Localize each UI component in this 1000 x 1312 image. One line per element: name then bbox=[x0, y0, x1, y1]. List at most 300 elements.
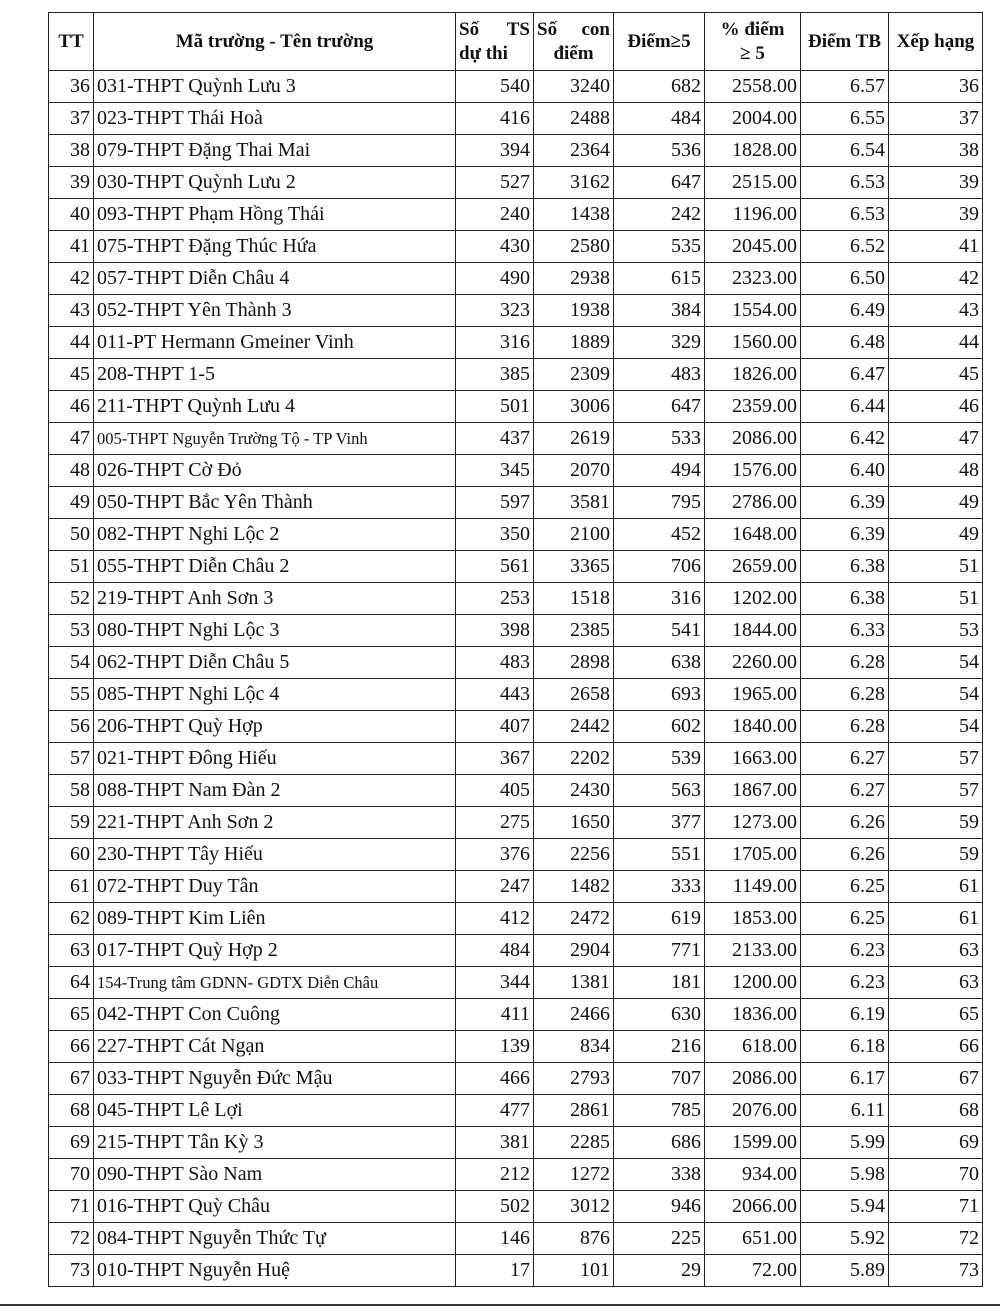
cell-avg: 6.48 bbox=[801, 327, 889, 359]
cell-rank: 47 bbox=[889, 423, 983, 455]
cell-tt: 54 bbox=[49, 647, 94, 679]
cell-above5: 602 bbox=[614, 711, 705, 743]
cell-candidates: 597 bbox=[456, 487, 534, 519]
table-row bbox=[49, 839, 983, 871]
cell-pct: 1560.00 bbox=[705, 327, 801, 359]
cell-candidates: 344 bbox=[456, 967, 534, 999]
cell-above5: 333 bbox=[614, 871, 705, 903]
cell-candidates: 398 bbox=[456, 615, 534, 647]
table-row bbox=[49, 1063, 983, 1095]
cell-above5: 536 bbox=[614, 135, 705, 167]
table-row bbox=[49, 103, 983, 135]
cell-scores: 2580 bbox=[534, 231, 614, 263]
cell-pct: 2323.00 bbox=[705, 263, 801, 295]
col-header-candidates-line1: Số TS bbox=[459, 18, 530, 40]
cell-avg: 6.40 bbox=[801, 455, 889, 487]
cell-pct: 1705.00 bbox=[705, 839, 801, 871]
table-row bbox=[49, 1095, 983, 1127]
cell-pct: 2558.00 bbox=[705, 71, 801, 103]
table-row bbox=[49, 711, 983, 743]
cell-school: 085-THPT Nghi Lộc 4 bbox=[94, 679, 456, 711]
col-header-scores bbox=[534, 13, 614, 71]
col-header-candidates-line2: dự thi bbox=[459, 42, 508, 64]
cell-above5: 539 bbox=[614, 743, 705, 775]
table-row bbox=[49, 615, 983, 647]
cell-tt: 38 bbox=[49, 135, 94, 167]
cell-pct: 1196.00 bbox=[705, 199, 801, 231]
cell-candidates: 561 bbox=[456, 551, 534, 583]
cell-avg: 6.55 bbox=[801, 103, 889, 135]
cell-avg: 6.23 bbox=[801, 935, 889, 967]
cell-avg: 6.25 bbox=[801, 903, 889, 935]
cell-rank: 49 bbox=[889, 519, 983, 551]
cell-avg: 6.11 bbox=[801, 1095, 889, 1127]
cell-above5: 795 bbox=[614, 487, 705, 519]
cell-avg: 6.47 bbox=[801, 359, 889, 391]
cell-pct: 934.00 bbox=[705, 1159, 801, 1191]
cell-candidates: 412 bbox=[456, 903, 534, 935]
cell-tt: 47 bbox=[49, 423, 94, 455]
cell-pct: 1828.00 bbox=[705, 135, 801, 167]
cell-pct: 1965.00 bbox=[705, 679, 801, 711]
cell-scores: 876 bbox=[534, 1223, 614, 1255]
cell-pct: 1840.00 bbox=[705, 711, 801, 743]
cell-pct: 1149.00 bbox=[705, 871, 801, 903]
cell-scores: 2938 bbox=[534, 263, 614, 295]
cell-avg: 6.26 bbox=[801, 839, 889, 871]
cell-avg: 6.38 bbox=[801, 583, 889, 615]
cell-pct: 1836.00 bbox=[705, 999, 801, 1031]
table-row bbox=[49, 1255, 983, 1287]
table-row bbox=[49, 935, 983, 967]
cell-candidates: 411 bbox=[456, 999, 534, 1031]
cell-rank: 45 bbox=[889, 359, 983, 391]
cell-rank: 36 bbox=[889, 71, 983, 103]
cell-candidates: 407 bbox=[456, 711, 534, 743]
cell-scores: 2070 bbox=[534, 455, 614, 487]
cell-pct: 1853.00 bbox=[705, 903, 801, 935]
cell-candidates: 540 bbox=[456, 71, 534, 103]
cell-candidates: 484 bbox=[456, 935, 534, 967]
cell-avg: 5.89 bbox=[801, 1255, 889, 1287]
cell-tt: 39 bbox=[49, 167, 94, 199]
cell-rank: 63 bbox=[889, 935, 983, 967]
table-row bbox=[49, 647, 983, 679]
school-ranking-table bbox=[48, 12, 983, 1287]
cell-above5: 707 bbox=[614, 1063, 705, 1095]
cell-above5: 533 bbox=[614, 423, 705, 455]
cell-school: 084-THPT Nguyễn Thức Tự bbox=[94, 1223, 456, 1255]
cell-scores: 2385 bbox=[534, 615, 614, 647]
cell-avg: 6.28 bbox=[801, 647, 889, 679]
table-row bbox=[49, 71, 983, 103]
cell-avg: 6.26 bbox=[801, 807, 889, 839]
table-row bbox=[49, 551, 983, 583]
cell-rank: 51 bbox=[889, 551, 983, 583]
cell-tt: 60 bbox=[49, 839, 94, 871]
cell-school: 042-THPT Con Cuông bbox=[94, 999, 456, 1031]
cell-scores: 3240 bbox=[534, 71, 614, 103]
cell-tt: 45 bbox=[49, 359, 94, 391]
cell-tt: 53 bbox=[49, 615, 94, 647]
cell-tt: 73 bbox=[49, 1255, 94, 1287]
cell-above5: 630 bbox=[614, 999, 705, 1031]
cell-avg: 6.17 bbox=[801, 1063, 889, 1095]
table-row bbox=[49, 167, 983, 199]
cell-avg: 6.23 bbox=[801, 967, 889, 999]
cell-candidates: 437 bbox=[456, 423, 534, 455]
cell-candidates: 502 bbox=[456, 1191, 534, 1223]
cell-pct: 2659.00 bbox=[705, 551, 801, 583]
table-row bbox=[49, 327, 983, 359]
cell-scores: 2364 bbox=[534, 135, 614, 167]
table-row bbox=[49, 1127, 983, 1159]
cell-scores: 2619 bbox=[534, 423, 614, 455]
cell-tt: 56 bbox=[49, 711, 94, 743]
table-row bbox=[49, 199, 983, 231]
cell-rank: 72 bbox=[889, 1223, 983, 1255]
cell-avg: 6.38 bbox=[801, 551, 889, 583]
table-row bbox=[49, 519, 983, 551]
cell-avg: 6.28 bbox=[801, 711, 889, 743]
cell-rank: 66 bbox=[889, 1031, 983, 1063]
table-row bbox=[49, 775, 983, 807]
col-header-pct bbox=[705, 13, 801, 71]
cell-rank: 54 bbox=[889, 647, 983, 679]
cell-scores: 3581 bbox=[534, 487, 614, 519]
cell-rank: 39 bbox=[889, 167, 983, 199]
cell-candidates: 381 bbox=[456, 1127, 534, 1159]
cell-rank: 48 bbox=[889, 455, 983, 487]
cell-pct: 1826.00 bbox=[705, 359, 801, 391]
cell-scores: 1650 bbox=[534, 807, 614, 839]
cell-tt: 65 bbox=[49, 999, 94, 1031]
cell-scores: 3006 bbox=[534, 391, 614, 423]
cell-candidates: 146 bbox=[456, 1223, 534, 1255]
cell-tt: 42 bbox=[49, 263, 94, 295]
cell-avg: 6.54 bbox=[801, 135, 889, 167]
cell-rank: 54 bbox=[889, 711, 983, 743]
cell-above5: 242 bbox=[614, 199, 705, 231]
cell-pct: 2359.00 bbox=[705, 391, 801, 423]
cell-rank: 70 bbox=[889, 1159, 983, 1191]
cell-candidates: 477 bbox=[456, 1095, 534, 1127]
cell-above5: 316 bbox=[614, 583, 705, 615]
cell-tt: 52 bbox=[49, 583, 94, 615]
cell-candidates: 240 bbox=[456, 199, 534, 231]
cell-school: 050-THPT Bắc Yên Thành bbox=[94, 487, 456, 519]
page-bottom-rule bbox=[0, 1304, 1000, 1306]
cell-rank: 53 bbox=[889, 615, 983, 647]
cell-candidates: 490 bbox=[456, 263, 534, 295]
cell-above5: 384 bbox=[614, 295, 705, 327]
cell-school: 026-THPT Cờ Đỏ bbox=[94, 455, 456, 487]
cell-school: 221-THPT Anh Sơn 2 bbox=[94, 807, 456, 839]
table-row bbox=[49, 903, 983, 935]
cell-school: 023-THPT Thái Hoà bbox=[94, 103, 456, 135]
cell-rank: 37 bbox=[889, 103, 983, 135]
cell-above5: 452 bbox=[614, 519, 705, 551]
cell-scores: 3365 bbox=[534, 551, 614, 583]
cell-pct: 2260.00 bbox=[705, 647, 801, 679]
cell-candidates: 443 bbox=[456, 679, 534, 711]
cell-pct: 1844.00 bbox=[705, 615, 801, 647]
cell-pct: 1867.00 bbox=[705, 775, 801, 807]
cell-scores: 2256 bbox=[534, 839, 614, 871]
cell-candidates: 253 bbox=[456, 583, 534, 615]
cell-scores: 3162 bbox=[534, 167, 614, 199]
cell-avg: 6.27 bbox=[801, 775, 889, 807]
cell-candidates: 405 bbox=[456, 775, 534, 807]
cell-pct: 1273.00 bbox=[705, 807, 801, 839]
cell-pct: 2786.00 bbox=[705, 487, 801, 519]
table-row bbox=[49, 1031, 983, 1063]
cell-tt: 69 bbox=[49, 1127, 94, 1159]
cell-pct: 2086.00 bbox=[705, 423, 801, 455]
cell-school: 045-THPT Lê Lợi bbox=[94, 1095, 456, 1127]
col-header-candidates bbox=[456, 13, 534, 71]
cell-candidates: 430 bbox=[456, 231, 534, 263]
col-header-scores-line1: Số con bbox=[537, 18, 610, 40]
cell-above5: 483 bbox=[614, 359, 705, 391]
cell-rank: 42 bbox=[889, 263, 983, 295]
cell-school: 030-THPT Quỳnh Lưu 2 bbox=[94, 167, 456, 199]
cell-tt: 70 bbox=[49, 1159, 94, 1191]
table-row bbox=[49, 807, 983, 839]
cell-tt: 58 bbox=[49, 775, 94, 807]
cell-school: 062-THPT Diễn Châu 5 bbox=[94, 647, 456, 679]
cell-tt: 67 bbox=[49, 1063, 94, 1095]
cell-above5: 541 bbox=[614, 615, 705, 647]
cell-scores: 1518 bbox=[534, 583, 614, 615]
cell-scores: 2488 bbox=[534, 103, 614, 135]
cell-avg: 6.44 bbox=[801, 391, 889, 423]
cell-tt: 36 bbox=[49, 71, 94, 103]
cell-avg: 6.57 bbox=[801, 71, 889, 103]
col-header-rank: Xếp hạng bbox=[889, 13, 983, 71]
cell-above5: 29 bbox=[614, 1255, 705, 1287]
table-row bbox=[49, 455, 983, 487]
cell-tt: 46 bbox=[49, 391, 94, 423]
cell-school: 230-THPT Tây Hiếu bbox=[94, 839, 456, 871]
cell-scores: 2793 bbox=[534, 1063, 614, 1095]
cell-scores: 1482 bbox=[534, 871, 614, 903]
cell-rank: 65 bbox=[889, 999, 983, 1031]
cell-avg: 6.42 bbox=[801, 423, 889, 455]
cell-rank: 63 bbox=[889, 967, 983, 999]
cell-scores: 2898 bbox=[534, 647, 614, 679]
cell-avg: 6.27 bbox=[801, 743, 889, 775]
table-row bbox=[49, 359, 983, 391]
cell-scores: 3012 bbox=[534, 1191, 614, 1223]
table-row bbox=[49, 487, 983, 519]
cell-scores: 2442 bbox=[534, 711, 614, 743]
cell-pct: 2076.00 bbox=[705, 1095, 801, 1127]
cell-rank: 59 bbox=[889, 839, 983, 871]
cell-avg: 6.39 bbox=[801, 519, 889, 551]
cell-tt: 59 bbox=[49, 807, 94, 839]
cell-above5: 216 bbox=[614, 1031, 705, 1063]
cell-candidates: 416 bbox=[456, 103, 534, 135]
cell-rank: 39 bbox=[889, 199, 983, 231]
cell-school: 211-THPT Quỳnh Lưu 4 bbox=[94, 391, 456, 423]
cell-school: 219-THPT Anh Sơn 3 bbox=[94, 583, 456, 615]
cell-rank: 68 bbox=[889, 1095, 983, 1127]
cell-candidates: 501 bbox=[456, 391, 534, 423]
table-row bbox=[49, 423, 983, 455]
cell-scores: 1272 bbox=[534, 1159, 614, 1191]
cell-above5: 377 bbox=[614, 807, 705, 839]
cell-candidates: 212 bbox=[456, 1159, 534, 1191]
cell-rank: 59 bbox=[889, 807, 983, 839]
cell-candidates: 350 bbox=[456, 519, 534, 551]
cell-school: 088-THPT Nam Đàn 2 bbox=[94, 775, 456, 807]
cell-school: 093-THPT Phạm Hồng Thái bbox=[94, 199, 456, 231]
cell-scores: 2100 bbox=[534, 519, 614, 551]
cell-rank: 41 bbox=[889, 231, 983, 263]
cell-school: 072-THPT Duy Tân bbox=[94, 871, 456, 903]
table-header-row bbox=[49, 13, 983, 71]
cell-school: 010-THPT Nguyễn Huệ bbox=[94, 1255, 456, 1287]
cell-pct: 2133.00 bbox=[705, 935, 801, 967]
col-header-tt: TT bbox=[49, 13, 94, 71]
table-row bbox=[49, 743, 983, 775]
cell-scores: 101 bbox=[534, 1255, 614, 1287]
table-row bbox=[49, 263, 983, 295]
cell-above5: 785 bbox=[614, 1095, 705, 1127]
cell-scores: 2904 bbox=[534, 935, 614, 967]
table-row bbox=[49, 231, 983, 263]
table-row bbox=[49, 999, 983, 1031]
cell-pct: 1200.00 bbox=[705, 967, 801, 999]
cell-school: 206-THPT Quỳ Hợp bbox=[94, 711, 456, 743]
cell-scores: 2202 bbox=[534, 743, 614, 775]
cell-avg: 5.92 bbox=[801, 1223, 889, 1255]
cell-avg: 5.98 bbox=[801, 1159, 889, 1191]
cell-tt: 72 bbox=[49, 1223, 94, 1255]
cell-avg: 6.52 bbox=[801, 231, 889, 263]
cell-above5: 615 bbox=[614, 263, 705, 295]
cell-above5: 682 bbox=[614, 71, 705, 103]
cell-tt: 37 bbox=[49, 103, 94, 135]
cell-above5: 647 bbox=[614, 391, 705, 423]
cell-candidates: 323 bbox=[456, 295, 534, 327]
cell-scores: 1938 bbox=[534, 295, 614, 327]
cell-above5: 693 bbox=[614, 679, 705, 711]
table-row bbox=[49, 295, 983, 327]
col-header-avg: Điểm TB bbox=[801, 13, 889, 71]
cell-candidates: 316 bbox=[456, 327, 534, 359]
cell-scores: 2472 bbox=[534, 903, 614, 935]
cell-tt: 40 bbox=[49, 199, 94, 231]
cell-candidates: 376 bbox=[456, 839, 534, 871]
cell-school: 079-THPT Đặng Thai Mai bbox=[94, 135, 456, 167]
cell-scores: 2430 bbox=[534, 775, 614, 807]
cell-pct: 2086.00 bbox=[705, 1063, 801, 1095]
cell-tt: 71 bbox=[49, 1191, 94, 1223]
cell-tt: 61 bbox=[49, 871, 94, 903]
table-row bbox=[49, 583, 983, 615]
col-header-pct-line2: ≥ 5 bbox=[740, 42, 765, 64]
cell-candidates: 527 bbox=[456, 167, 534, 199]
cell-rank: 49 bbox=[889, 487, 983, 519]
cell-rank: 67 bbox=[889, 1063, 983, 1095]
cell-tt: 57 bbox=[49, 743, 94, 775]
cell-pct: 1599.00 bbox=[705, 1127, 801, 1159]
cell-rank: 61 bbox=[889, 871, 983, 903]
table-row bbox=[49, 967, 983, 999]
cell-tt: 50 bbox=[49, 519, 94, 551]
col-header-school: Mã trường - Tên trường bbox=[94, 13, 456, 71]
cell-school: 021-THPT Đông Hiếu bbox=[94, 743, 456, 775]
table-row bbox=[49, 1191, 983, 1223]
cell-school: 011-PT Hermann Gmeiner Vinh bbox=[94, 327, 456, 359]
cell-pct: 72.00 bbox=[705, 1255, 801, 1287]
cell-above5: 329 bbox=[614, 327, 705, 359]
cell-school: 005-THPT Nguyễn Trường Tộ - TP Vinh bbox=[94, 423, 456, 455]
cell-pct: 2515.00 bbox=[705, 167, 801, 199]
cell-tt: 41 bbox=[49, 231, 94, 263]
cell-above5: 338 bbox=[614, 1159, 705, 1191]
col-header-scores-line2: điểm bbox=[553, 42, 594, 64]
cell-school: 090-THPT Sào Nam bbox=[94, 1159, 456, 1191]
cell-above5: 551 bbox=[614, 839, 705, 871]
cell-tt: 49 bbox=[49, 487, 94, 519]
cell-school: 215-THPT Tân Kỳ 3 bbox=[94, 1127, 456, 1159]
cell-rank: 46 bbox=[889, 391, 983, 423]
cell-tt: 66 bbox=[49, 1031, 94, 1063]
cell-school: 016-THPT Quỳ Châu bbox=[94, 1191, 456, 1223]
col-header-above5: Điểm≥5 bbox=[614, 13, 705, 71]
cell-above5: 946 bbox=[614, 1191, 705, 1223]
cell-scores: 1438 bbox=[534, 199, 614, 231]
cell-avg: 6.25 bbox=[801, 871, 889, 903]
cell-above5: 638 bbox=[614, 647, 705, 679]
cell-above5: 484 bbox=[614, 103, 705, 135]
cell-school: 057-THPT Diễn Châu 4 bbox=[94, 263, 456, 295]
cell-above5: 494 bbox=[614, 455, 705, 487]
cell-tt: 55 bbox=[49, 679, 94, 711]
cell-scores: 1889 bbox=[534, 327, 614, 359]
cell-school: 033-THPT Nguyễn Đức Mậu bbox=[94, 1063, 456, 1095]
cell-candidates: 385 bbox=[456, 359, 534, 391]
cell-above5: 181 bbox=[614, 967, 705, 999]
cell-avg: 6.49 bbox=[801, 295, 889, 327]
cell-above5: 686 bbox=[614, 1127, 705, 1159]
cell-rank: 44 bbox=[889, 327, 983, 359]
table-row bbox=[49, 135, 983, 167]
cell-candidates: 466 bbox=[456, 1063, 534, 1095]
results-sheet bbox=[48, 12, 983, 1287]
cell-above5: 706 bbox=[614, 551, 705, 583]
table-row bbox=[49, 1223, 983, 1255]
cell-pct: 2004.00 bbox=[705, 103, 801, 135]
table-row bbox=[49, 679, 983, 711]
cell-candidates: 367 bbox=[456, 743, 534, 775]
cell-avg: 6.18 bbox=[801, 1031, 889, 1063]
cell-school: 089-THPT Kim Liên bbox=[94, 903, 456, 935]
cell-pct: 1648.00 bbox=[705, 519, 801, 551]
cell-above5: 225 bbox=[614, 1223, 705, 1255]
cell-scores: 2861 bbox=[534, 1095, 614, 1127]
cell-pct: 651.00 bbox=[705, 1223, 801, 1255]
cell-avg: 6.19 bbox=[801, 999, 889, 1031]
cell-rank: 71 bbox=[889, 1191, 983, 1223]
cell-rank: 51 bbox=[889, 583, 983, 615]
cell-rank: 73 bbox=[889, 1255, 983, 1287]
cell-candidates: 247 bbox=[456, 871, 534, 903]
cell-rank: 38 bbox=[889, 135, 983, 167]
